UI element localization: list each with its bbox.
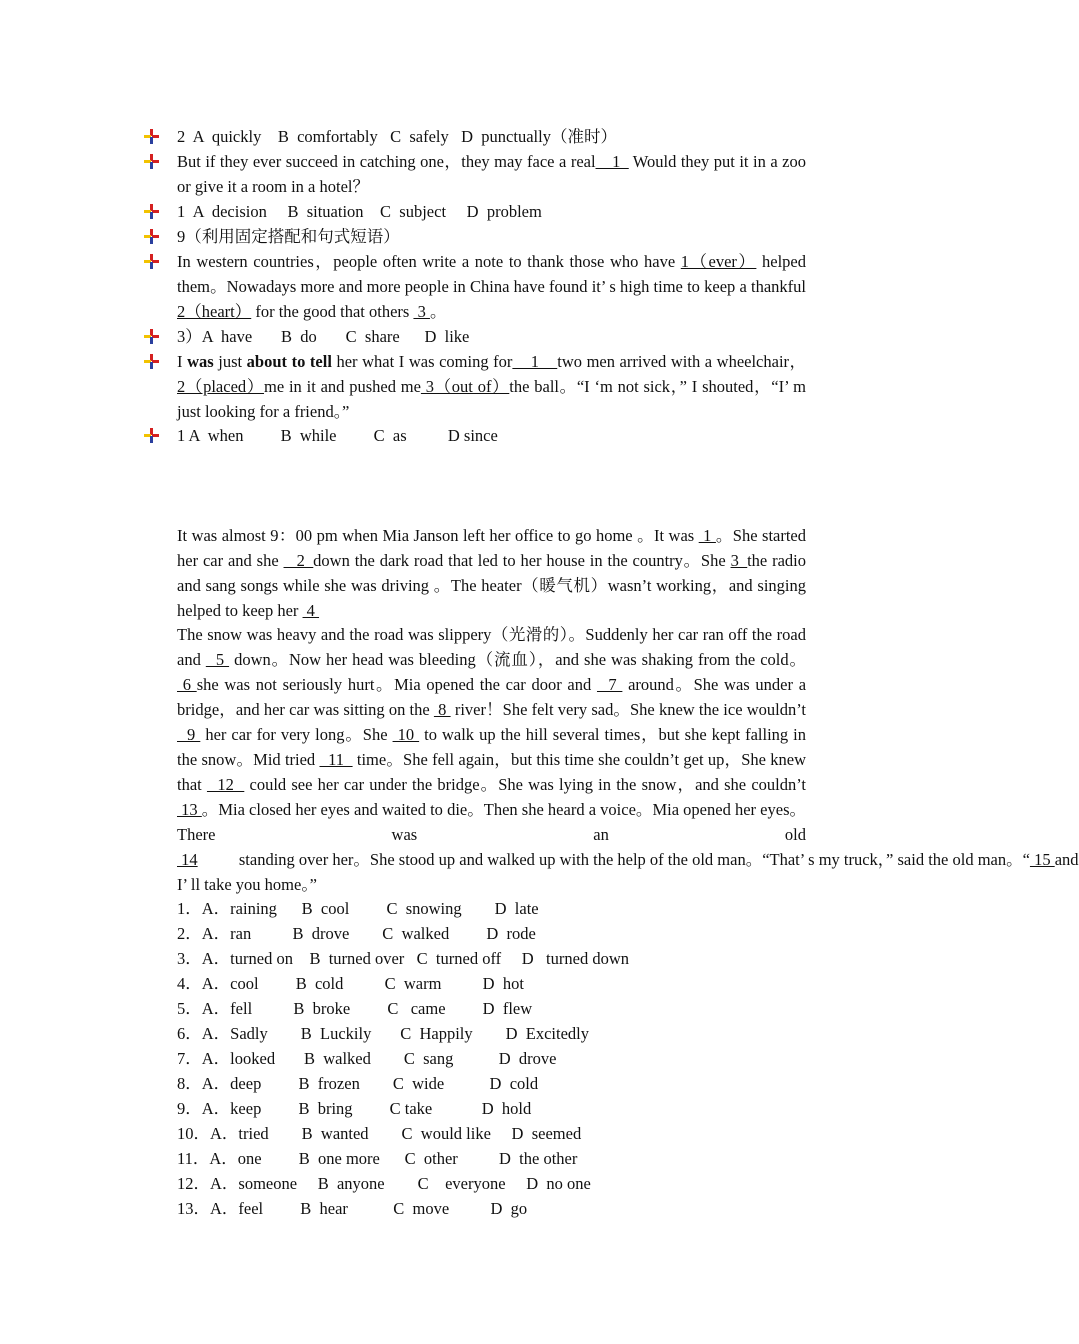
story-paragraph-1 xyxy=(177,523,806,623)
blank: 8 xyxy=(433,700,451,719)
list-item: 2 A quickly B comfortably C safely D punctually（准时） xyxy=(177,127,617,146)
blank: _2_ xyxy=(283,551,314,570)
bold-text: about to tell xyxy=(246,352,332,371)
pushpin-bullet-icon xyxy=(144,428,160,444)
blank: 6 xyxy=(177,675,197,694)
option-line: 5．A．fell B broke C came D flew xyxy=(177,999,533,1018)
text-run: The snow was heavy and the road was slippery（光滑的）。Suddenly her car ran off the road and xyxy=(177,625,806,669)
option-line: 2．A．ran B drove C walked D rode xyxy=(177,924,536,943)
text-run: 。She started her car and she xyxy=(177,526,807,570)
text-run: time。She fell again，but this time she couldn’t get up，She knew that xyxy=(177,750,806,794)
option-line: 10．A．tried B wanted C would like D seemed xyxy=(177,1124,582,1143)
option-line: 9．A．keep B bring C take D hold xyxy=(177,1099,532,1118)
text-run: me in it and pushed me xyxy=(264,377,421,396)
text-run: helped them。Nowadays more and more people in China have found it’ s high time to keep a thankful xyxy=(177,252,806,296)
text-run: just xyxy=(213,352,247,371)
text-run: Would they put it in a zoo or give it a room in a hotel？ xyxy=(177,152,806,196)
story-paragraph-2 xyxy=(177,622,1079,897)
text-run: and I’ ll take you home。” xyxy=(177,850,1079,894)
option-line: 7．A．looked B walked C sang D drove xyxy=(177,1049,557,1068)
text-run: But if they ever succeed in catching one，they may face a real xyxy=(177,152,596,171)
blank: 2（heart） xyxy=(177,302,252,321)
blank: 1（ever） xyxy=(680,252,757,271)
option-line: 1．A．raining B cool C snowing D late xyxy=(177,899,539,918)
option-line: 12．A．someone B anyone C everyone D no one xyxy=(177,1174,591,1193)
text-run: could see her car under the bridge。She was lying in the snow，and she couldn’t xyxy=(244,775,807,794)
list-item xyxy=(177,149,806,199)
pushpin-bullet-icon xyxy=(144,329,160,345)
text-run: she was not seriously hurt。Mia opened the car door and xyxy=(196,675,597,694)
list-item: 1 A when B while C as D since xyxy=(177,426,498,445)
text-run: In western countries，people often write a note to thank those who have xyxy=(177,252,681,271)
blank: 11 xyxy=(319,750,353,769)
blank: 2（placed） xyxy=(177,377,265,396)
option-line: 4．A．cool B cold C warm D hot xyxy=(177,974,524,993)
text-run: down the dark road that led to her house in the country。She xyxy=(313,551,731,570)
blank: __1_ xyxy=(595,152,629,171)
text-run: 。 xyxy=(429,302,447,321)
pushpin-bullet-icon xyxy=(144,129,160,145)
option-line: 8．A．deep B frozen C wide D cold xyxy=(177,1074,539,1093)
text-run: for the good that others xyxy=(251,302,414,321)
blank: 15 xyxy=(1029,850,1055,869)
list-item xyxy=(177,249,806,324)
pushpin-bullet-icon xyxy=(144,354,160,370)
text-run: the ball。“I ‘m not sick，” I shouted，“I’ m just looking for a friend。” xyxy=(177,377,806,421)
blank: 1 xyxy=(512,352,558,371)
text-run: the radio and sang songs while she was driving 。The heater（暖气机）wasn’t working，and singing helped to keep her xyxy=(177,551,806,620)
option-line: 13．A．feel B hear C move D go xyxy=(177,1199,528,1218)
text-run: standing over her。She stood up and walked up with the help of the old man。“That’ s my truck，” said the old man。“ xyxy=(197,850,1030,869)
text-run: two men arrived with a wheelchair， xyxy=(557,352,806,371)
blank: 7 xyxy=(596,675,623,694)
blank: 9 xyxy=(177,725,201,744)
blank: 13 xyxy=(177,800,202,819)
text-run: her what I was coming for xyxy=(331,352,513,371)
blank: 12 xyxy=(206,775,245,794)
text-run: around。She was under a bridge，and her car was sitting on the xyxy=(177,675,807,719)
pushpin-bullet-icon xyxy=(144,204,160,220)
list-item: 9（利用固定搭配和句式短语） xyxy=(177,227,400,246)
list-item: 3）A have B do C share D like xyxy=(177,327,470,346)
text-run: It was almost 9：00 pm when Mia Janson left her office to go home 。It was xyxy=(177,526,699,545)
option-line: 11．A．one B one more C other D the other xyxy=(177,1149,578,1168)
text-run: to walk up the hill several times，but she kept falling in the snow。Mid tried xyxy=(177,725,807,769)
blank: 5 xyxy=(205,650,230,669)
list-item xyxy=(177,349,806,424)
text-run: river！She felt very sad。She knew the ice wouldn’t xyxy=(450,700,807,719)
pushpin-bullet-icon xyxy=(144,254,160,270)
option-line: 6．A．Sadly B Luckily C Happily D Excitedly xyxy=(177,1024,590,1043)
blank: 4 xyxy=(302,601,320,620)
list-item: 1 A decision B situation C subject D problem xyxy=(177,202,542,221)
text-run: her car for very long。She xyxy=(200,725,393,744)
blank: 3（out of） xyxy=(420,377,510,396)
bold-text: was xyxy=(187,352,214,371)
blank: 14 xyxy=(177,850,198,869)
text-run: 。Mia closed her eyes and waited to die。Then she heard a voice。Mia opened her eyes。There was an old xyxy=(177,800,807,844)
blank: 10 xyxy=(392,725,420,744)
blank: 1 xyxy=(698,526,716,545)
text-run: down。Now her head was bleeding（流血），and she was shaking from the cold。 xyxy=(229,650,807,669)
text-run: I xyxy=(177,352,188,371)
pushpin-bullet-icon xyxy=(144,229,160,245)
option-line: 3．A．turned on B turned over C turned off D turned down xyxy=(177,949,630,968)
blank: 3 xyxy=(413,302,430,321)
pushpin-bullet-icon xyxy=(144,154,160,170)
blank: 3_ xyxy=(730,551,748,570)
